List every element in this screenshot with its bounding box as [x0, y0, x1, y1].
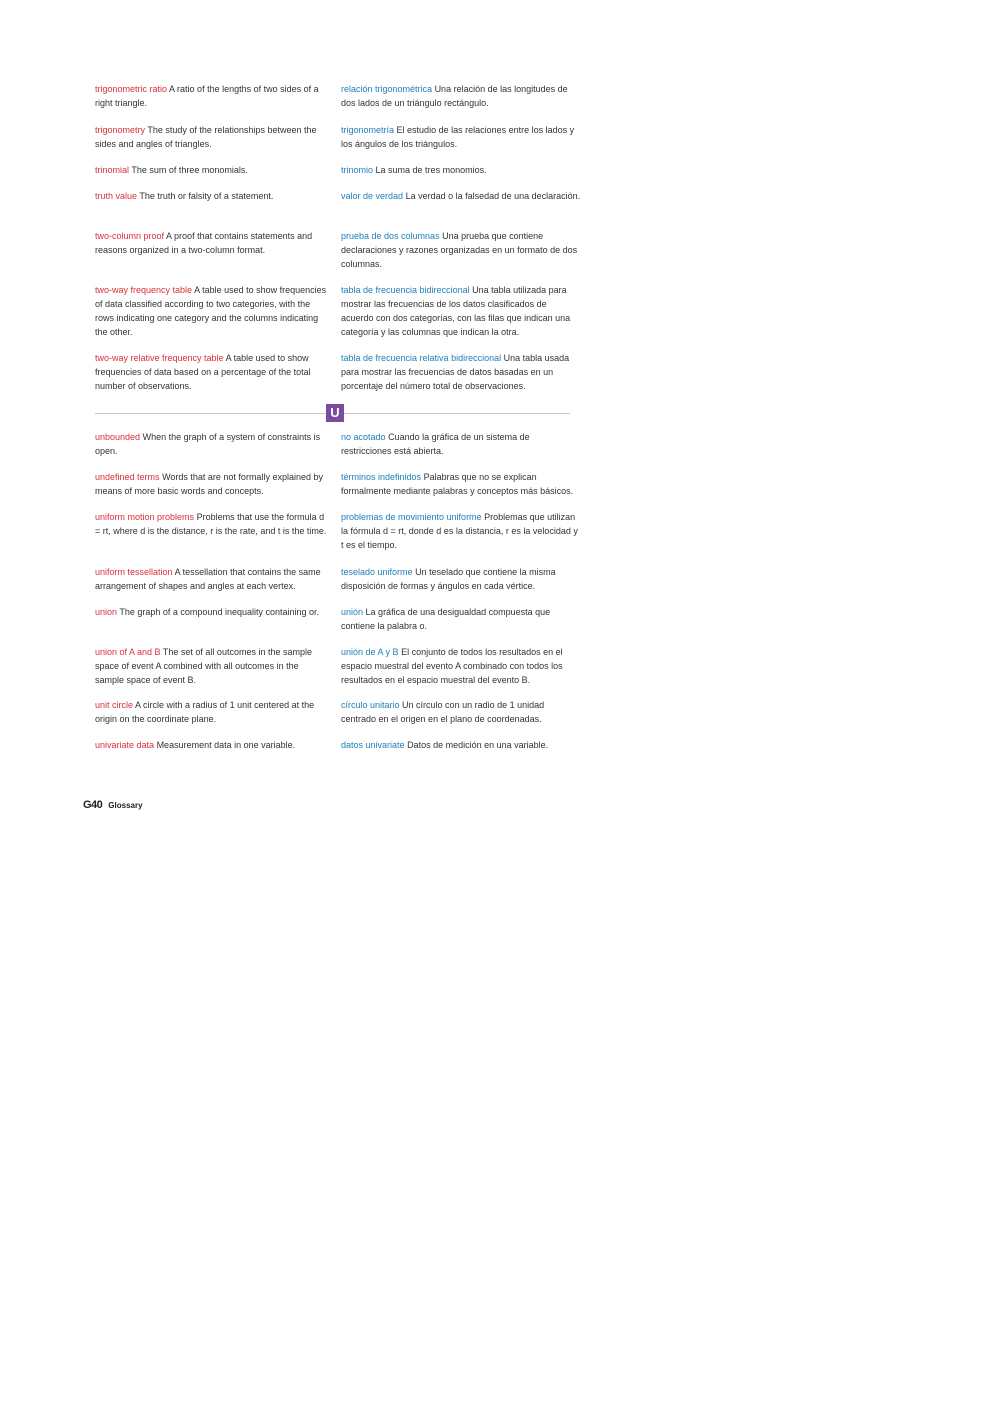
glossary-definition: Una relación de las longitudes de dos lados de un triángulo rectángulo.	[341, 84, 568, 108]
glossary-term: two-way frequency table	[95, 285, 193, 295]
glossary-definition: A table used to show frequencies of data based on a percentage of the total number of observations.	[95, 353, 311, 391]
glossary-definition: Measurement data in one variable.	[156, 740, 296, 750]
glossary-entry-en	[95, 565, 327, 593]
glossary-entry-es	[341, 510, 581, 552]
glossary-definition: Una tabla utilizada para mostrar las frecuencias de los datos clasificados de acuerdo con dos categorías, con las filas que indican una categoría y las columnas que indican la otra.	[341, 285, 571, 337]
glossary-term: uniform tessellation	[95, 567, 173, 577]
glossary-term: unit circle	[95, 700, 134, 710]
glossary-entry-es	[341, 283, 581, 339]
glossary-term: trigonometric ratio	[95, 84, 168, 94]
footer-section-name: Glossary	[108, 801, 143, 810]
glossary-term: unión de A y B	[341, 647, 399, 657]
glossary-definition: La suma de tres monomios.	[375, 165, 487, 175]
glossary-entry-en	[95, 82, 327, 110]
glossary-definition: A circle with a radius of 1 unit centered at the origin on the coordinate plane.	[95, 700, 315, 724]
section-letter-badge: U	[326, 404, 344, 422]
glossary-definition: El estudio de las relaciones entre los lados y los ángulos de los triángulos.	[341, 125, 575, 149]
glossary-definition: El conjunto de todos los resultados en el espacio muestral del evento A combinado con todos los resultados en el espacio muestral del evento B.	[341, 647, 563, 685]
glossary-term: unión	[341, 607, 364, 617]
glossary-entry-en	[95, 605, 327, 619]
glossary-definition: The truth or falsity of a statement.	[139, 191, 274, 201]
glossary-definition: Un teselado que contiene la misma disposición de formas y ángulos en cada vértice.	[341, 567, 556, 591]
page-number: G40	[83, 799, 103, 811]
glossary-entry-es	[341, 229, 581, 271]
glossary-definition: When the graph of a system of constraints is open.	[95, 432, 321, 456]
glossary-term: datos univariate	[341, 740, 405, 750]
glossary-term: términos indefinidos	[341, 472, 422, 482]
glossary-entry-es	[341, 351, 581, 393]
glossary-term: no acotado	[341, 432, 386, 442]
glossary-definition: Problemas que utilizan la fórmula d = rt, donde d es la distancia, r es la velocidad y t es el tiempo.	[341, 512, 578, 550]
glossary-term: relación trigonométrica	[341, 84, 433, 94]
glossary-entry-es	[341, 565, 581, 593]
glossary-entry-es	[341, 698, 581, 726]
glossary-definition: Cuando la gráfica de un sistema de restricciones está abierta.	[341, 432, 530, 456]
glossary-definition: Datos de medición en una variable.	[407, 740, 549, 750]
glossary-definition: The sum of three monomials.	[131, 165, 248, 175]
glossary-definition: La gráfica de una desigualdad compuesta que contiene la palabra o.	[341, 607, 551, 631]
glossary-entry-en	[95, 163, 327, 177]
glossary-entry-en	[95, 738, 327, 752]
glossary-definition: Una tabla usada para mostrar las frecuencias de datos basadas en un porcentaje del número total de observaciones.	[341, 353, 570, 391]
glossary-term: two-column proof	[95, 231, 165, 241]
glossary-term: undefined terms	[95, 472, 160, 482]
page-footer	[83, 795, 143, 813]
glossary-definition: A tessellation that contains the same arrangement of shapes and angles at each vertex.	[95, 567, 321, 591]
glossary-term: two-way relative frequency table	[95, 353, 224, 363]
glossary-term: trigonometry	[95, 125, 146, 135]
glossary-entry-en	[95, 351, 327, 393]
glossary-definition: A table used to show frequencies of data classified according to two categories, with the rows indicating one category and the columns indicating the other.	[95, 285, 327, 337]
glossary-entry-en	[95, 645, 327, 687]
glossary-entry-es	[341, 645, 581, 687]
glossary-entry-en	[95, 229, 327, 257]
glossary-entry-es	[341, 738, 581, 752]
glossary-entry-es	[341, 430, 581, 458]
glossary-definition: A ratio of the lengths of two sides of a right triangle.	[95, 84, 319, 108]
glossary-entry-en	[95, 189, 327, 203]
glossary-term: círculo unitario	[341, 700, 400, 710]
glossary-term: trinomial	[95, 165, 130, 175]
glossary-term: teselado uniforme	[341, 567, 413, 577]
glossary-definition: A proof that contains statements and reasons organized in a two-column format.	[95, 231, 313, 255]
glossary-definition: Problems that use the formula d = rt, where d is the distance, r is the rate, and t is the time.	[95, 512, 327, 536]
glossary-entry-es	[341, 123, 581, 151]
glossary-term: truth value	[95, 191, 138, 201]
glossary-entry-en	[95, 283, 327, 339]
glossary-entry-es	[341, 470, 581, 498]
glossary-term: prueba de dos columnas	[341, 231, 440, 241]
glossary-term: tabla de frecuencia relativa bidireccional	[341, 353, 502, 363]
glossary-entry-es	[341, 163, 581, 177]
glossary-definition: La verdad o la falsedad de una declaración.	[405, 191, 581, 201]
glossary-term: union	[95, 607, 118, 617]
glossary-term: trinomio	[341, 165, 374, 175]
glossary-definition: Palabras que no se explican formalmente mediante palabras y conceptos más básicos.	[341, 472, 574, 496]
glossary-entry-en	[95, 430, 327, 458]
glossary-entry-es	[341, 82, 581, 110]
glossary-definition: Words that are not formally explained by means of more basic words and concepts.	[95, 472, 323, 496]
glossary-definition: Un círculo con un radio de 1 unidad centrado en el origen en el plano de coordenadas.	[341, 700, 545, 724]
glossary-term: tabla de frecuencia bidireccional	[341, 285, 470, 295]
glossary-term: valor de verdad	[341, 191, 404, 201]
glossary-definition: The study of the relationships between the sides and angles of triangles.	[95, 125, 317, 149]
glossary-entry-en	[95, 470, 327, 498]
glossary-term: unbounded	[95, 432, 141, 442]
glossary-entry-en	[95, 123, 327, 151]
glossary-term: trigonometría	[341, 125, 395, 135]
glossary-definition: Una prueba que contiene declaraciones y razones organizadas en un formato de dos columnas.	[341, 231, 578, 269]
glossary-term: uniform motion problems	[95, 512, 195, 522]
glossary-term: union of A and B	[95, 647, 161, 657]
glossary-entry-es	[341, 189, 581, 203]
glossary-term: univariate data	[95, 740, 155, 750]
glossary-entry-en	[95, 510, 327, 538]
glossary-entry-en	[95, 698, 327, 726]
glossary-definition: The set of all outcomes in the sample space of event A combined with all outcomes in the sample space of event B.	[95, 647, 312, 685]
glossary-entry-es	[341, 605, 581, 633]
glossary-term: problemas de movimiento uniforme	[341, 512, 482, 522]
glossary-definition: The graph of a compound inequality containing or.	[119, 607, 320, 617]
